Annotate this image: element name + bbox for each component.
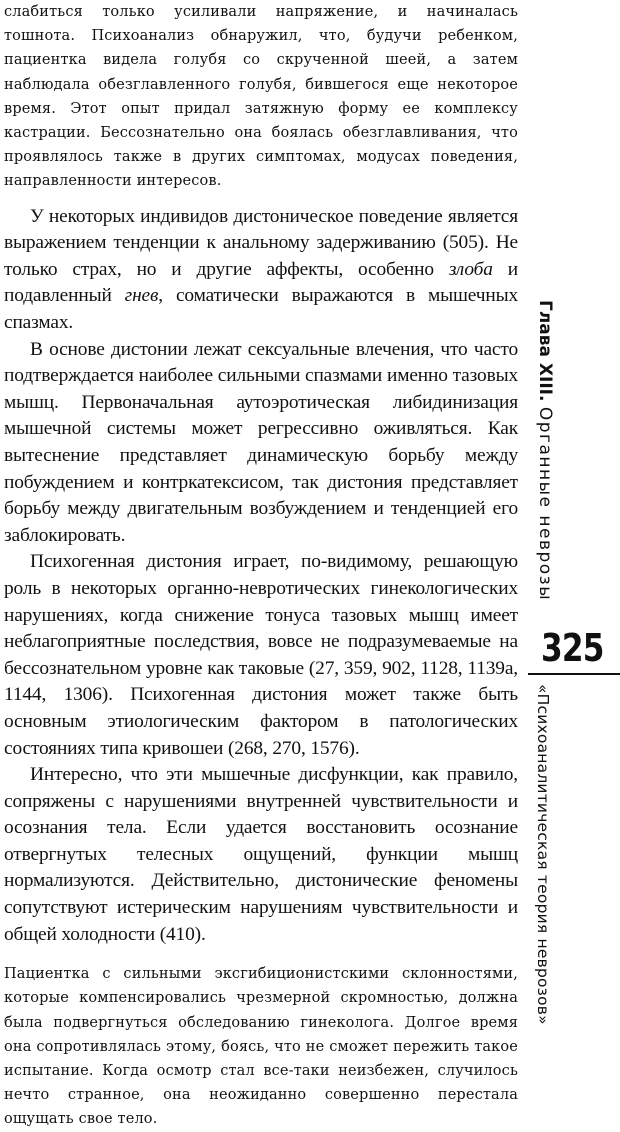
- page-number-rule: [528, 673, 620, 675]
- paragraph-dystonia-anal: [4, 204, 518, 337]
- case-note-paragraph-top: слабиться только усиливали напряжение, и начиналась тошнота. Психоанализ обнаружил, что, будучи ребенком, пациентка видела голубя со скрученной шеей, а затем наблюдала обезглавленного голубя, бившегося еще некоторое время. Этот опыт придал затяжную форму ее комплексу кастрации. Бессознательно она боялась обезглавливания, что проявлялось также в других симптомах, модусах поведения, направленности интересов.: [4, 4, 518, 190]
- running-head-section: Органные неврозы: [535, 406, 555, 602]
- running-head-chapter: Глава XIII.: [535, 300, 555, 402]
- page-number: 325: [541, 626, 604, 670]
- italic-term-zloba: злоба: [448, 258, 493, 280]
- text-run: и подавленный: [4, 258, 518, 307]
- text-run: У некоторых индивидов дистоническое поведение является выражением тенденции к анальному задерживанию (505). Не только страх, но и другие аффекты, особенно: [4, 205, 518, 280]
- case-note-paragraph-bottom: Пациентка с сильными эксгибиционистскими склонностями, которые компенсировались чрезмерной скромностью, должна была подвергнуться обследованию гинеколога. Долгое время она сопротивлялась этому, боясь, что не сможет пережить такое испытание. Когда осмотр стал все-таки неизбежен, случилось нечто странное, она неожиданно совершенно перестала ощущать свое тело.: [4, 966, 518, 1128]
- body-text-column: [4, 0, 518, 1132]
- paragraph-psychogenic-dystonia: Психогенная дистония играет, по-видимому, решающую роль в некоторых органно-невротических гинекологических нарушениях, когда снижение тонуса тазовых мышц имеет неблагоприятные последствия, вовсе не подразумеваемые на бессознательном уровне как таковые (27, 359, 902, 1128, 1139а, 1144, 1306). Психогенная дистония может также быть основным этиологическим фактором в патологических состояниях типа кривошеи (268, 270, 1576).: [4, 551, 518, 759]
- text-run: , соматически выражаются в мышечных спазмах.: [4, 285, 518, 333]
- paragraph-sexual-drives: В основе дистонии лежат сексуальные влечения, что часто подтверждается наиболее сильными спазмами именно тазовых мышц. Первоначальная аутоэротическая либидинизация мышечной системы может регрессивно оживляться. Как вытеснение представляет динамическую борьбу между побуждением и контркатексисом, так дистония представляет борьбу между двигательным возбуждением и тенденцией его заблокировать.: [4, 338, 518, 546]
- running-head: [530, 300, 560, 650]
- italic-term-gnev: гнев: [124, 285, 159, 307]
- book-title: «Психоаналитическая теория неврозов»: [534, 684, 552, 1025]
- paragraph-muscle-dysfunctions: Интересно, что эти мышечные дисфункции, как правило, сопряжены с нарушениями внутренней чувствительности и осознания тела. Если удается восстановить осознание отвергнутых телесных ощущений, функции мышц нормализуются. Действительно, дистонические феномены сопутствуют истерическим нарушениям чувствительности и общей холодности (410).: [4, 764, 518, 945]
